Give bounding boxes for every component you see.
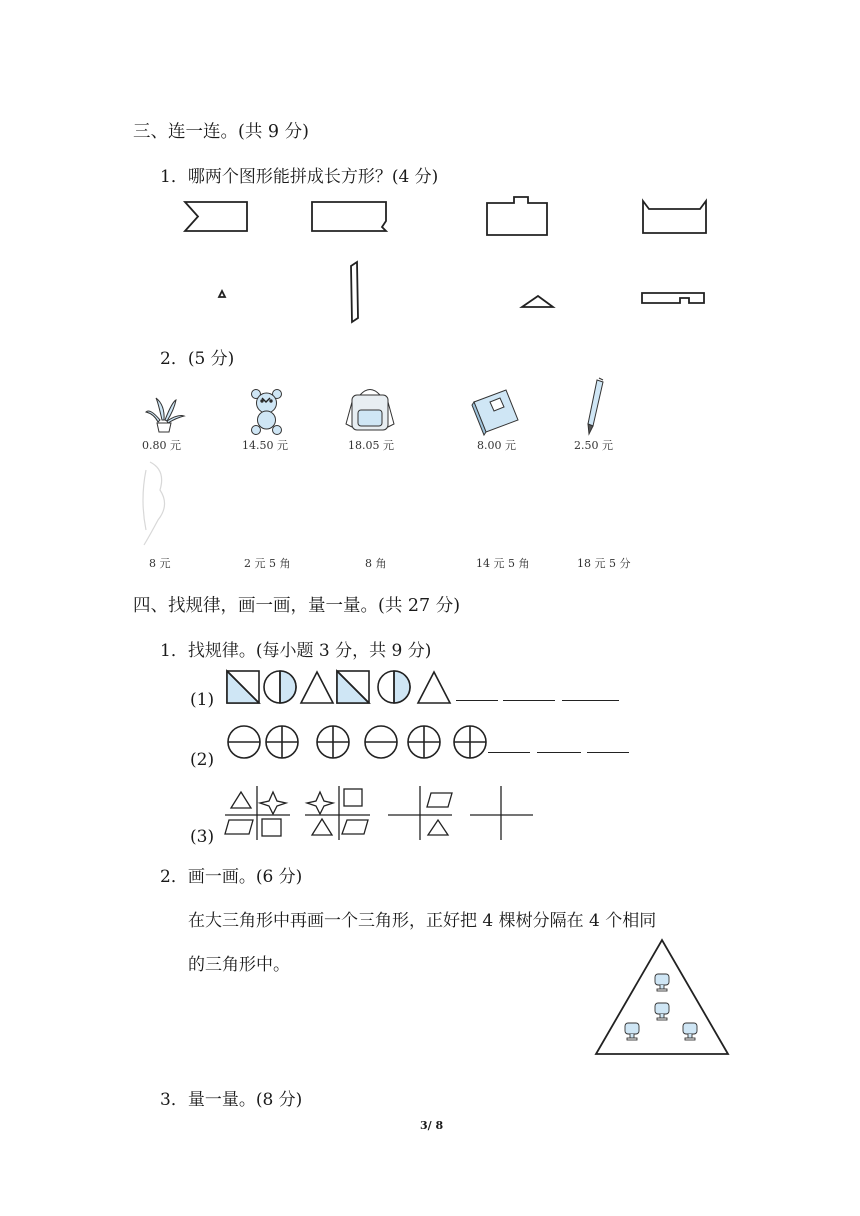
- pattern-label-3: (3): [190, 827, 215, 847]
- money-amount: 8 元: [149, 557, 171, 570]
- item-price: 14.50 元: [242, 439, 288, 452]
- money-amount: 2 元 5 角: [244, 557, 291, 570]
- money-amount: 14 元 5 角: [476, 557, 530, 570]
- big-triangle: [596, 940, 728, 1054]
- question-3-1: 1．哪两个图形能拼成长方形？(4 分): [160, 167, 439, 187]
- pattern-label-2: (2): [190, 750, 215, 770]
- question-4-2-text: 的三角形中。: [188, 955, 290, 975]
- item-price: 0.80 元: [142, 439, 181, 452]
- money-amount: 8 角: [365, 557, 387, 570]
- item-price: 2.50 元: [574, 439, 613, 452]
- question-4-3: 3．量一量。(8 分): [160, 1090, 303, 1110]
- item-price: 18.05 元: [348, 439, 394, 452]
- question-3-2: 2．(5 分): [160, 349, 235, 369]
- section-4-title: 四、找规律，画一画，量一量。(共 27 分): [133, 596, 461, 616]
- section-3-title: 三、连一连。(共 9 分): [133, 122, 309, 142]
- page-number: 3/ 8: [420, 1119, 444, 1132]
- question-4-2-text: 在大三角形中再画一个三角形，正好把 4 棵树分隔在 4 个相同: [188, 911, 657, 931]
- money-amount: 18 元 5 分: [577, 557, 631, 570]
- question-4-2: 2．画一画。(6 分): [160, 867, 303, 887]
- item-price: 8.00 元: [477, 439, 516, 452]
- pattern-label-1: (1): [190, 690, 215, 710]
- question-4-1: 1．找规律。(每小题 3 分，共 9 分): [160, 641, 432, 661]
